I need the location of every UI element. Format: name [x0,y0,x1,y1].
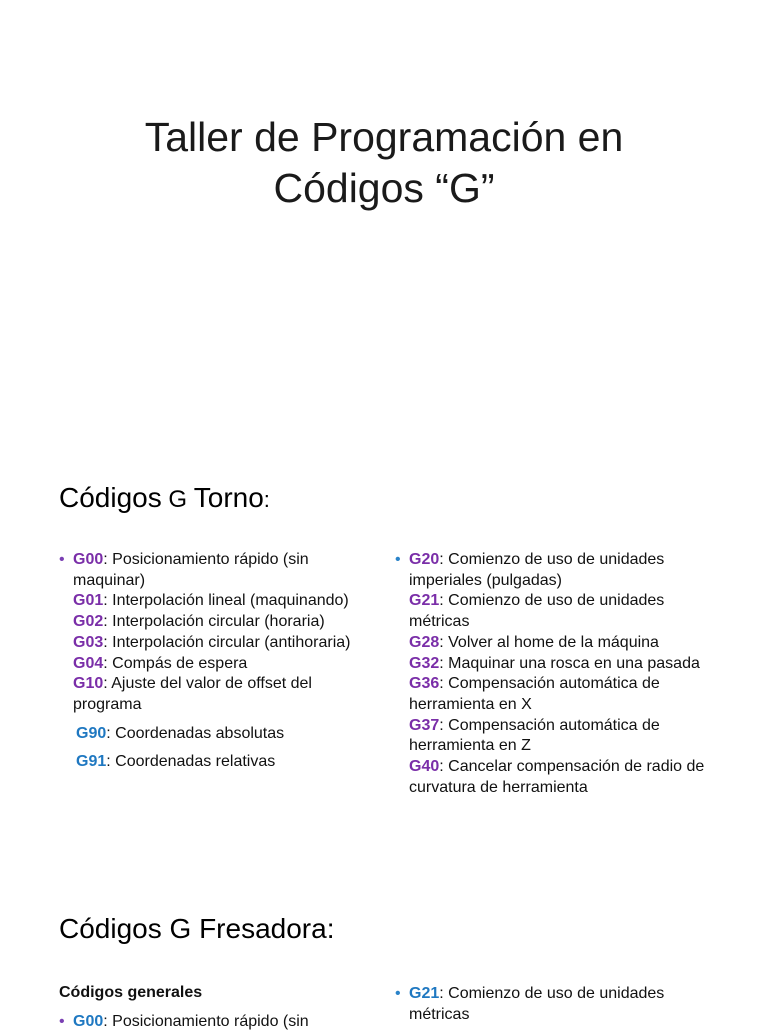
list-item [409,654,715,675]
list-item [409,591,715,632]
list-item [409,716,715,757]
slide-title [0,112,768,214]
code-label: G40 [409,758,440,776]
code-description: : Compensación automática de herramienta en X [409,675,660,713]
list-item [395,984,715,1025]
code-label: G21 [409,592,440,610]
fresadora-heading-part: Códigos G [59,913,200,944]
code-label: G21 [409,985,440,1002]
list-item [73,674,359,715]
list-item [73,591,359,612]
code-label: G37 [409,716,440,734]
list-item [59,1012,359,1033]
code-description: : Compensación automática de herramienta en Z [409,716,660,755]
title-line-2: Códigos “G” [273,165,495,211]
bullet-icon: • [59,551,65,568]
code-description: : Comienzo de uso de unidades métricas [409,592,665,631]
torno-heading-part: Códigos [59,482,162,513]
list-item [409,757,715,798]
fresadora-heading-fresadora: Fresadora: [199,913,335,944]
list-item [395,550,715,798]
list-item [409,674,715,715]
code-label: G01 [73,592,104,610]
code-label: G00 [73,551,104,568]
title-line-1: Taller de Programación en [144,114,624,160]
list-item [59,724,359,745]
codigos-generales-heading: Códigos generales [59,984,203,1001]
fresadora-heading [59,912,334,946]
code-description: : Coordenadas relativas [106,753,276,771]
list-item [59,550,359,716]
torno-heading-g: G [161,486,194,513]
code-description: : Volver al home de la máquina [439,633,659,651]
code-description: : Cancelar compensación de radio de curvatura de herramienta [409,758,705,796]
code-description: : Compás de espera [103,654,248,672]
torno-right-list [409,550,715,798]
list-item [73,654,359,675]
fresadora-left-column [59,1012,359,1033]
code-description: : Posicionamiento rápido (sin maquinar) [73,551,309,589]
code-description: : Interpolación circular (antihoraria) [103,633,351,651]
torno-left-column [59,550,359,773]
torno-heading [59,481,270,517]
code-description: : Maquinar una rosca en una pasada [439,654,700,672]
code-label: G28 [409,633,440,651]
torno-right-column [395,550,715,798]
code-label: G32 [409,654,440,672]
bullet-icon: • [395,551,401,568]
code-description: : Interpolación circular (horaria) [103,613,325,631]
list-item [73,612,359,633]
bullet-icon: • [59,1013,65,1030]
torno-heading-torno: Torno [193,482,264,513]
fresadora-right-column [395,984,715,1025]
code-description: : Posicionamiento rápido (sin [103,1013,309,1030]
list-item [73,550,359,591]
code-label: G20 [409,551,440,568]
code-label: G10 [73,675,104,693]
code-label: G91 [76,753,107,771]
list-item [409,550,715,591]
list-item [59,752,359,773]
code-description: : Comienzo de uso de unidades imperiales (pulgadas) [409,551,665,589]
code-description: : Comienzo de uso de unidades métricas [409,985,665,1023]
code-description: : Interpolación lineal (maquinando) [103,592,349,610]
torno-heading-colon: : [263,487,270,512]
list-item [73,633,359,654]
code-label: G00 [73,1013,104,1030]
code-label: G04 [73,654,104,672]
torno-left-list [73,550,359,716]
code-label: G90 [76,724,107,742]
code-label: G02 [73,613,104,631]
bullet-icon: • [395,985,401,1002]
code-label: G36 [409,675,440,693]
list-item [409,633,715,654]
code-description: : Ajuste del valor de offset del programa [73,675,312,713]
code-description: : Coordenadas absolutas [106,724,285,742]
code-label: G03 [73,633,104,651]
